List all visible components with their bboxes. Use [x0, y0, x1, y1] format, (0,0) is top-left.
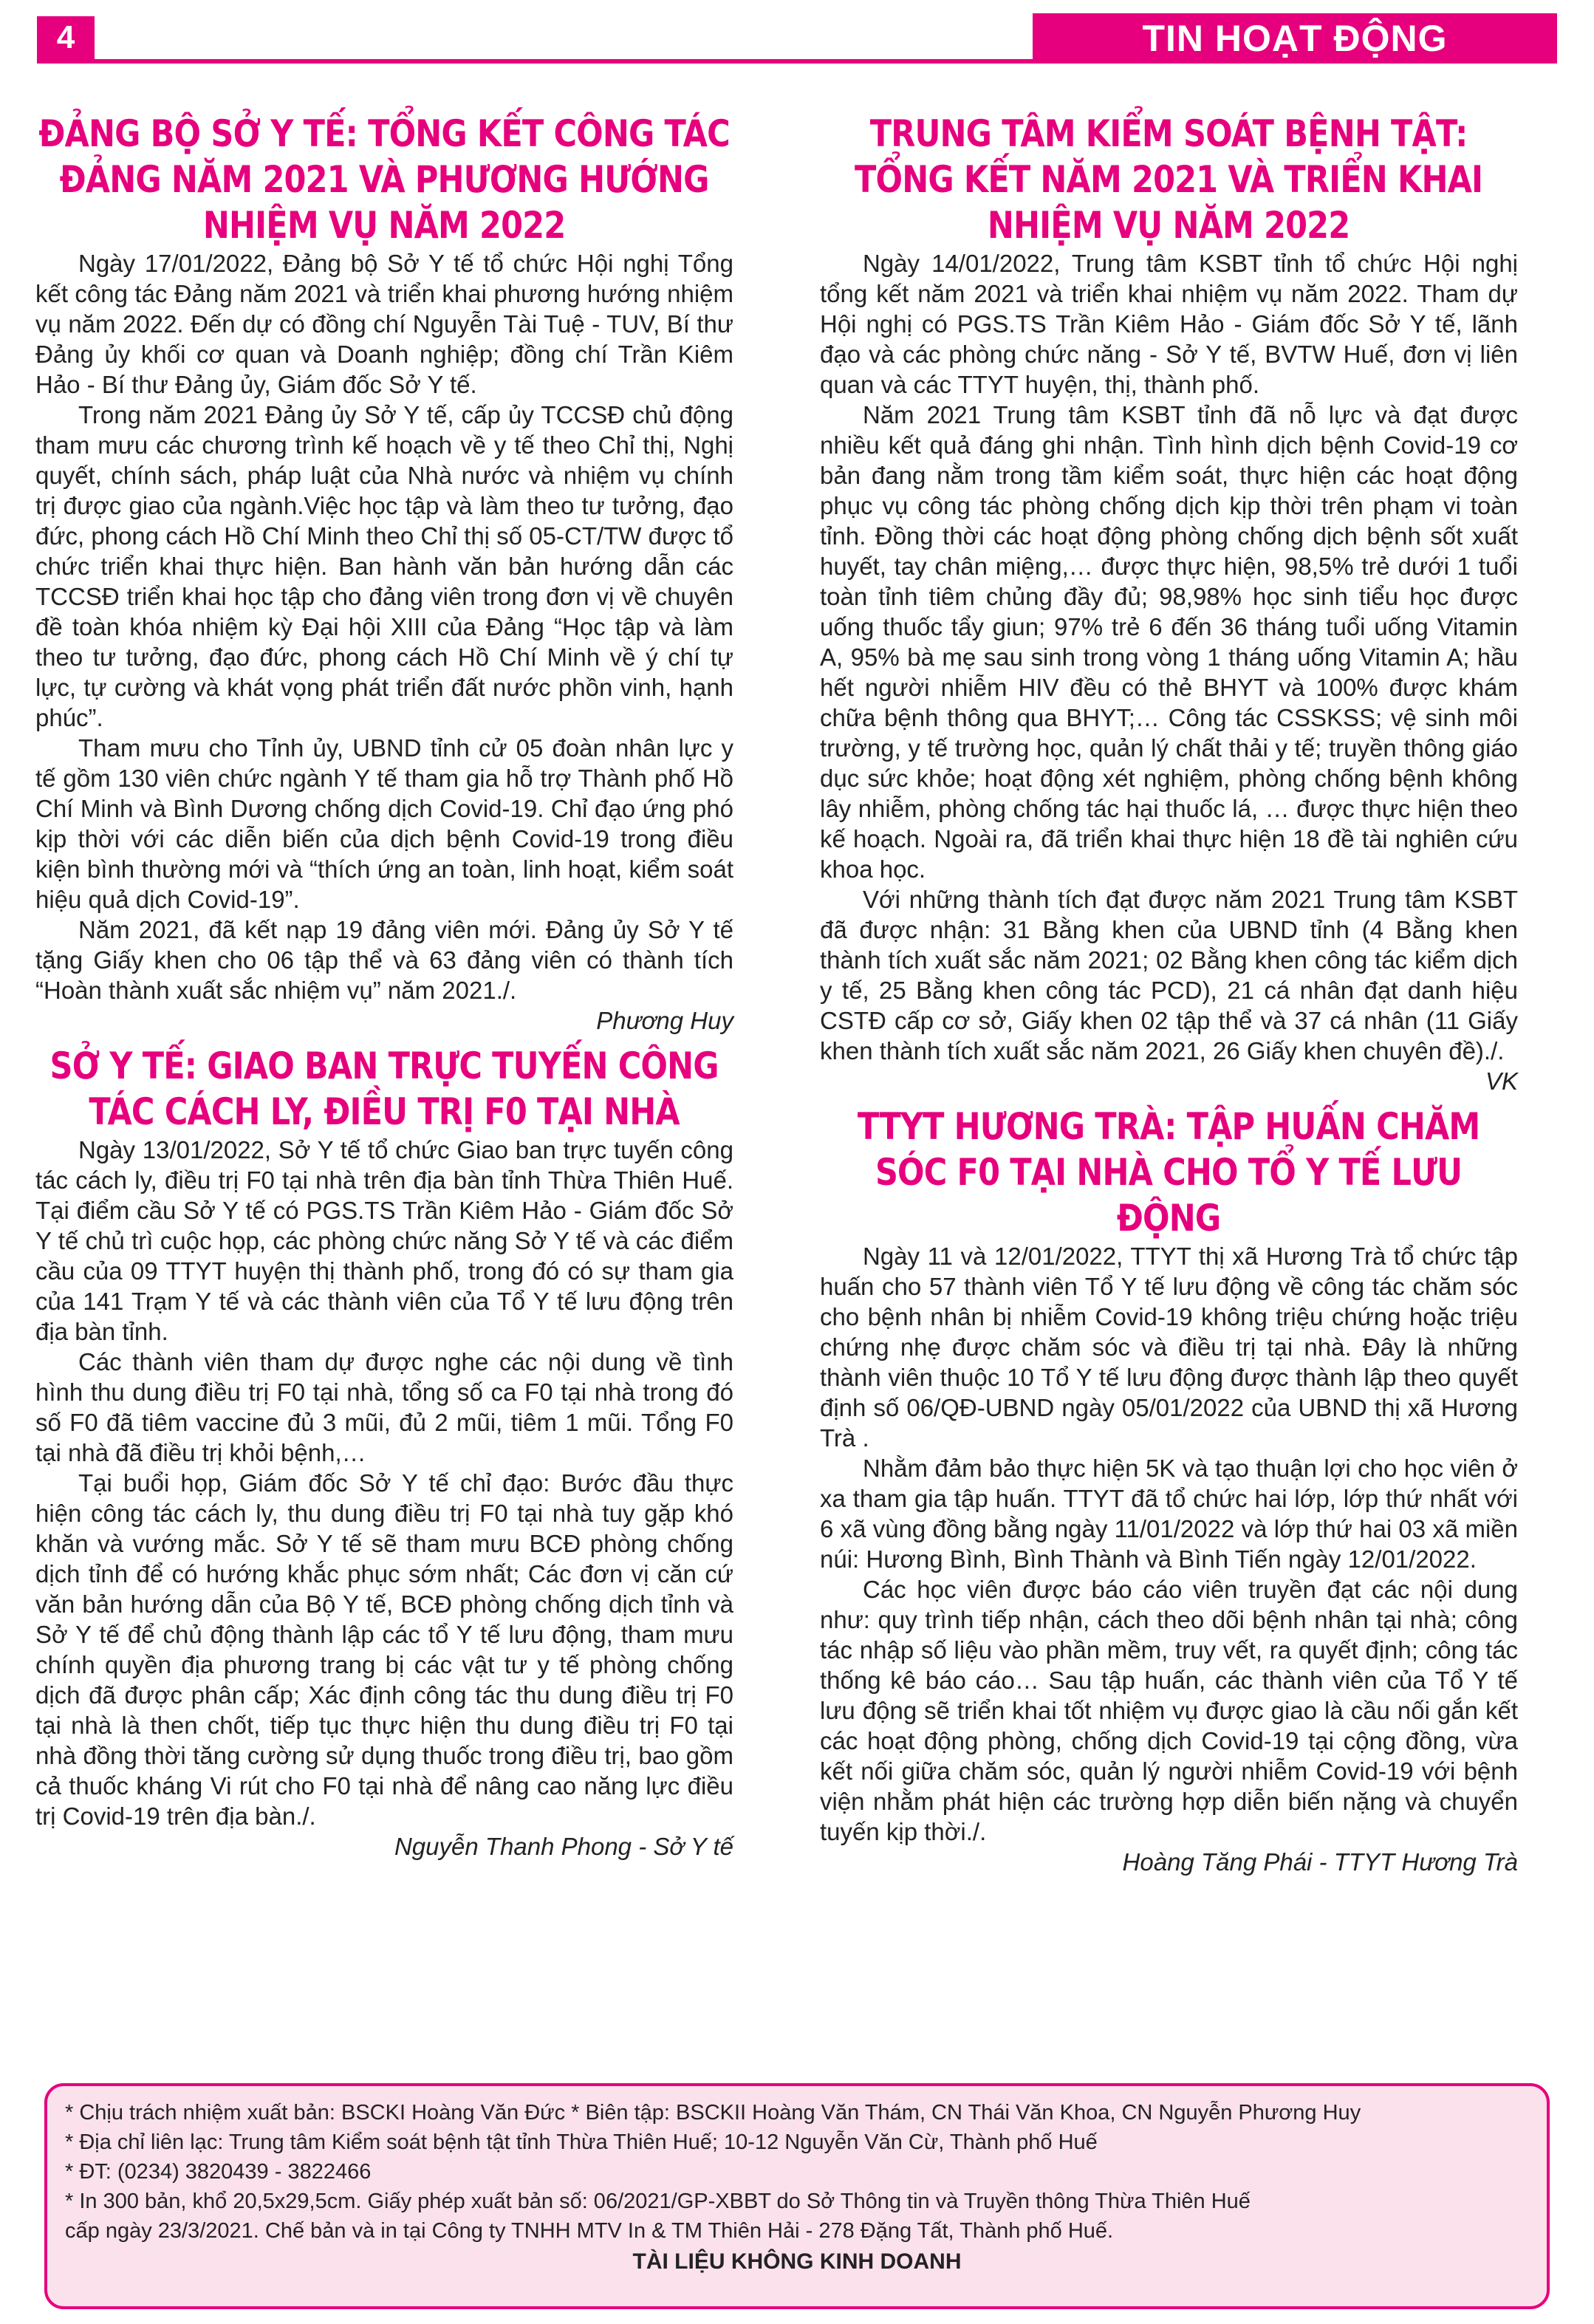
- left-column: [35, 111, 733, 1862]
- article-paragraph: Nhằm đảm bảo thực hiện 5K và tạo thuận lợi cho học viên ở xa tham gia tập huấn. TTYT đã tổ chức hai lớp, lớp thứ nhất với 6 xã vùng đồng bằng ngày 11/01/2022 và lớp thứ hai 03 xã miền núi: Hương Bình, Bình Thành và Bình Tiến ngày 12/01/2022.: [820, 1455, 1518, 1573]
- article-paragraph: Ngày 17/01/2022, Đảng bộ Sở Y tế tổ chức Hội nghị Tổng kết công tác Đảng năm 2021 và triển khai phương hướng nhiệm vụ năm 2022. Đến dự có đồng chí Nguyễn Tài Tuệ - TUV, Bí thư Đảng ủy khối cơ quan và Doanh nghiệp; đồng chí Trần Kiêm Hảo - Bí thư Đảng ủy, Giám đốc Sở Y tế.: [35, 250, 733, 398]
- article-paragraph: Các học viên được báo cáo viên truyền đạt các nội dung như: quy trình tiếp nhận, cách theo dõi bệnh nhân tại nhà; công tác nhập số liệu vào phần mềm, truy vết, ra quyết định; công tác thống kê báo cáo… Sau tập huấn, các thành viên của Tổ Y tế lưu động sẽ triển khai tốt nhiệm vụ được giao là cầu nối gắn kết các hoạt động phòng, chống dịch Covid-19 tại cộng đồng, vừa kết nối giữa chăm sóc, quản lý người nhiễm Covid-19 với bệnh viện nhằm phát hiện các trường hợp diễn biến nặng và chuyển tuyến kịp thời./.: [820, 1576, 1518, 1845]
- article-title: SỞ Y TẾ: GIAO BAN TRỰC TUYẾN CÔNG TÁC CÁCH LY, ĐIỀU TRỊ F0 TẠI NHÀ: [49, 1045, 719, 1133]
- article-online-briefing: [35, 1043, 733, 1862]
- right-column: [820, 111, 1518, 1877]
- article-paragraph: Với những thành tích đạt được năm 2021 Trung tâm KSBT đã được nhận: 31 Bằng khen của UBND tỉnh (4 Bằng khen thành tích xuất sắc năm 2021; 02 Bằng khen công tác kiểm dịch y tế, 25 Bằng khen công tác PCD), 21 cá nhân đạt danh hiệu CSTĐ cấp cơ sở, Giấy khen 02 tập thể và 37 cá nhân (11 Giấy khen thành tích xuất sắc năm 2021, 26 Giấy khen chuyên đề)./.: [820, 886, 1518, 1064]
- footer-line: * ĐT: (0234) 3820439 - 3822466: [65, 2160, 372, 2184]
- article-paragraph: Năm 2021 Trung tâm KSBT tỉnh đã nỗ lực và đạt được nhiều kết quả đáng ghi nhận. Tình hình dịch bệnh Covid-19 cơ bản đang nằm trong tầm kiểm soát, thực hiện các hoạt động phục vụ công tác phòng chống dịch kịp thời trên phạm vi toàn tỉnh. Đồng thời các hoạt động phòng chống dịch bệnh sốt xuất huyết, tay chân miệng,… được thực hiện, 98,5% trẻ dưới 1 tuổi toàn tỉnh tiêm chủng đầy đủ; 98,98% học sinh tiểu học được uống thuốc tẩy giun; 97% trẻ 6 đến 36 tháng tuổi uống Vitamin A, 95% bà mẹ sau sinh trong vòng 1 tháng uống Vitamin A; hầu hết người nhiễm HIV đều có thẻ BHYT và 100% được khám chữa bệnh thông qua BHYT;… Công tác CSSKSS; vệ sinh môi trường, y tế trường học, quản lý chất thải y tế; truyền thông giáo dục sức khỏe; hoạt động xét nghiệm, phòng chống bệnh không lây nhiễm, phòng chống tác hại thuốc lá, … được thực hiện theo kế hoạch. Ngoài ra, đã triển khai thực hiện 18 đề tài nghiên cứu khoa học.: [820, 401, 1518, 883]
- article-paragraph: Các thành viên tham dự được nghe các nội dung về tình hình thu dung điều trị F0 tại nhà, tổng số ca F0 tại nhà trong đó số F0 đã tiêm vaccine đủ 3 mũi, đủ 2 mũi, tiêm 1 mũi. Tổng F0 tại nhà đã điều trị khỏi bệnh,…: [35, 1348, 733, 1466]
- article-cdc-review: [820, 111, 1518, 1096]
- footer-line: * Chịu trách nhiệm xuất bản: BSCKI Hoàng Văn Đức * Biên tập: BSCKII Hoàng Văn Thám, CN Thái Văn Khoa, CN Nguyễn Phương Huy: [65, 2101, 1361, 2125]
- article-party-review: [35, 111, 733, 1036]
- article-title: TRUNG TÂM KIỂM SOÁT BỆNH TẬT: TỔNG KẾT NĂM 2021 VÀ TRIỂN KHAI NHIỆM VỤ NĂM 2022: [855, 112, 1483, 247]
- article-author: VK: [1485, 1067, 1518, 1095]
- article-paragraph: Tại buổi họp, Giám đốc Sở Y tế chỉ đạo: Bước đầu thực hiện công tác cách ly, thu dung điều trị F0 tại nhà tuy gặp khó khăn và vướng mắc. Sở Y tế sẽ tham mưu BCĐ phòng chống dịch tỉnh để có hướng khắc phục sớm nhất; Các đơn vị căn cứ văn bản hướng dẫn của Bộ Y tế, BCĐ phòng chống dịch tỉnh và Sở Y tế để chủ động thành lập các tổ Y tế lưu động, tham mưu chính quyền địa phương trang bị các vật tư y tế phòng chống dịch đã được phân cấp; Xác định công tác thu dung điều trị F0 tại nhà là then chốt, tiếp tục thực hiện thu dung điều trị F0 tại nhà đồng thời tăng cường sử dụng thuốc trong điều trị, bao gồm cả thuốc kháng Vi rút cho F0 tại nhà để nâng cao năng lực điều trị Covid-19 trên địa bàn./.: [35, 1469, 733, 1830]
- section-title: TIN HOẠT ĐỘNG: [1033, 13, 1557, 64]
- article-author: Hoàng Tăng Phái - TTYT Hương Trà: [1122, 1848, 1518, 1876]
- footer-closing: TÀI LIỆU KHÔNG KINH DOANH: [632, 2249, 962, 2274]
- article-author: Nguyễn Thanh Phong - Sở Y tế: [394, 1833, 733, 1860]
- article-huong-tra-training: [820, 1104, 1518, 1877]
- article-paragraph: Tham mưu cho Tỉnh ủy, UBND tỉnh cử 05 đoàn nhân lực y tế gồm 130 viên chức ngành Y tế tham gia hỗ trợ Thành phố Hồ Chí Minh và Bình Dương chống dịch Covid-19. Chỉ đạo ứng phó kịp thời với các diễn biến của dịch bệnh Covid-19 trong điều kiện bình thường mới và “thích ứng an toàn, linh hoạt, kiểm soát hiệu quả dịch Covid-19”.: [35, 734, 733, 913]
- footer-line: cấp ngày 23/3/2021. Chế bản và in tại Công ty TNHH MTV In & TM Thiên Hải - 278 Đặng Tất, Thành phố Huế.: [65, 2219, 1114, 2243]
- article-title: ĐẢNG BỘ SỞ Y TẾ: TỔNG KẾT CÔNG TÁC ĐẢNG NĂM 2021 VÀ PHƯƠNG HƯỚNG NHIỆM VỤ NĂM 2022: [38, 112, 731, 247]
- article-paragraph: Ngày 13/01/2022, Sở Y tế tổ chức Giao ban trực tuyến công tác cách ly, điều trị F0 tại nhà trên địa bàn tỉnh Thừa Thiên Huế. Tại điểm cầu Sở Y tế có PGS.TS Trần Kiêm Hảo - Giám đốc Sở Y tế chủ trì cuộc họp, các phòng chức năng Sở Y tế và các điểm cầu của 09 TTYT huyện thị thành phố, trong đó có sự tham gia của 141 Trạm Y tế và các thành viên của Tổ Y tế lưu động trên địa bàn tỉnh.: [35, 1136, 733, 1345]
- article-paragraph: Năm 2021, đã kết nạp 19 đảng viên mới. Đảng ủy Sở Y tế tặng Giấy khen cho 06 tập thể và 63 đảng viên có thành tích “Hoàn thành xuất sắc nhiệm vụ” năm 2021./.: [35, 916, 733, 1004]
- publication-info-box: [44, 2083, 1550, 2309]
- page-number: 4: [37, 16, 95, 59]
- article-paragraph: Ngày 14/01/2022, Trung tâm KSBT tỉnh tổ chức Hội nghị tổng kết năm 2021 và triển khai nhiệm vụ năm 2022. Tham dự Hội nghị có PGS.TS Trần Kiêm Hảo - Giám đốc Sở Y tế, lãnh đạo và các phòng chức năng - Sở Y tế, BVTW Huế, đơn vị liên quan và các TTYT huyện, thị, thành phố.: [820, 250, 1518, 398]
- footer-line: * In 300 bản, khổ 20,5x29,5cm. Giấy phép xuất bản số: 06/2021/GP-XBBT do Sở Thông tin và Truyền thông Thừa Thiên Huế: [65, 2190, 1251, 2213]
- footer-line: * Địa chỉ liên lạc: Trung tâm Kiểm soát bệnh tật tỉnh Thừa Thiên Huế; 10-12 Nguyễn Văn Cừ, Thành phố Huế: [65, 2130, 1098, 2154]
- article-title: TTYT HƯƠNG TRÀ: TẬP HUẤN CHĂM SÓC F0 TẠI NHÀ CHO TỔ Y TẾ LƯU ĐỘNG: [858, 1105, 1480, 1240]
- article-paragraph: Trong năm 2021 Đảng ủy Sở Y tế, cấp ủy TCCSĐ chủ động tham mưu các chương trình kế hoạch về y tế theo Chỉ thị, Nghị quyết, chính sách, pháp luật của Nhà nước và nhiệm vụ chính trị được giao của ngành.Việc học tập và làm theo tư tưởng, đạo đức, phong cách Hồ Chí Minh theo Chỉ thị số 05-CT/TW được tổ chức triển khai thực hiện. Ban hành văn bản hướng dẫn các TCCSĐ triển khai học tập cho đảng viên trong đơn vị về chuyên đề toàn khóa nhiệm kỳ Đại hội XIII của Đảng “Học tập và làm theo tư tưởng, đạo đức, phong cách Hồ Chí Minh về ý chí tự lực, tự cường và khát vọng phát triển đất nước phồn vinh, hạnh phúc”.: [35, 401, 733, 731]
- article-author: Phương Huy: [596, 1007, 733, 1034]
- article-paragraph: Ngày 11 và 12/01/2022, TTYT thị xã Hương Trà tổ chức tập huấn cho 57 thành viên Tổ Y tế lưu động về công tác chăm sóc cho bệnh nhân bị nhiễm Covid-19 không triệu chứng hoặc triệu chứng nhẹ được chăm sóc và điều trị tại nhà. Đây là những thành viên thuộc 10 Tổ Y tế lưu động được thành lập theo quyết định số 06/QĐ-UBND ngày 05/01/2022 của UBND thị xã Hương Trà .: [820, 1243, 1518, 1452]
